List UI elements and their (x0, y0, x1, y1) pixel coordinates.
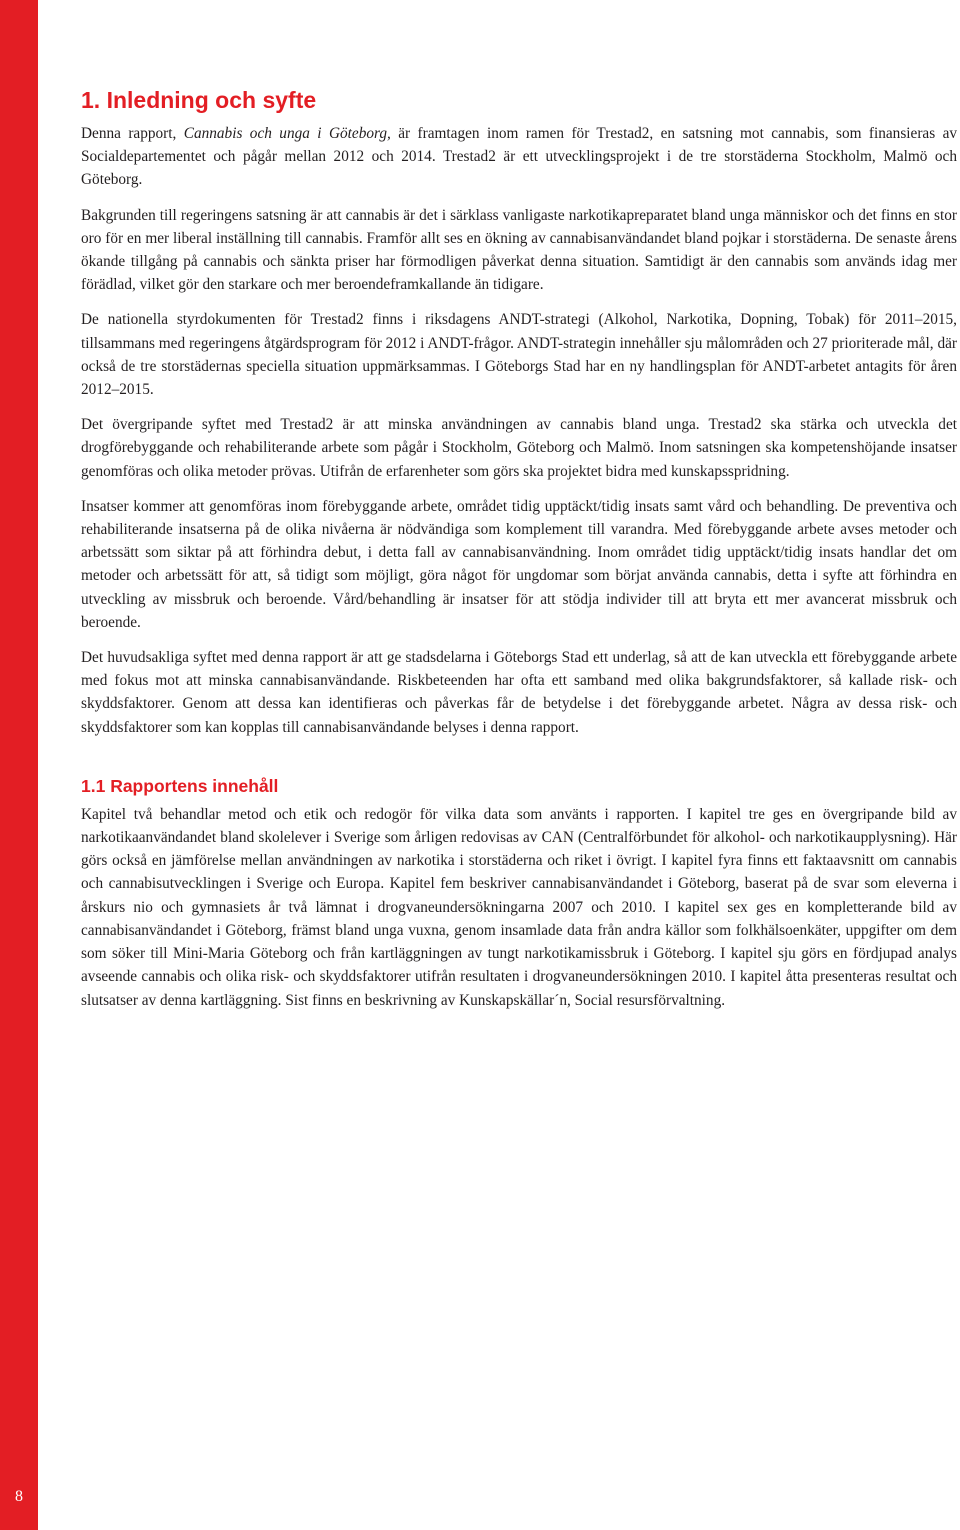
page-margin-bar (0, 0, 38, 1530)
paragraph-report-purpose: Det huvudsakliga syftet med denna rapport är att ge stadsdelarna i Göteborgs Stad ett underlag, så att de kan utveckla ett förebyggande arbete med fokus mot att minska cannabisanvändande. Riskbeteenden har ofta ett samband med olika bakgrundsfaktorer, så kallade risk- och skyddsfaktorer. Genom att dessa kan identifieras och påverkas får de betydelse i det förebyggande arbetet. Några av dessa risk- och skyddsfaktorer som kan kopplas till cannabisanvändande belyses i denna rapport. (81, 649, 957, 736)
paragraph-background: Bakgrunden till regeringens satsning är att cannabis är det i särklass vanligaste narkotikapreparatet bland unga människor och det finns en stor oro för en mer liberal inställning till cannabis. Framför allt ses en ökning av cannabisanvändandet bland pojkar i storstäderna. De senaste årens ökande tillgång på cannabis och sänkta priser har förmodligen påverkat denna situation. Samtidigt är den cannabis som används idag mer förädlad, vilket gör den starkare och mer beroendeframkallande än tidigare. (81, 206, 957, 294)
intro-text-a: Denna rapport, (81, 125, 184, 142)
paragraph-national-documents: De nationella styrdokumenten för Trestad2 finns i riksdagens ANDT-strategi (Alkohol, Narkotika, Dopning, Tobak) för 2011–2015, tillsammans med regeringens åtgärdsprogram för 2012 i ANDT-frågor. ANDT-strategin innehåller sju målområden och 27 prioriterade mål, där också de tre storstädernas speciella situation uppmärksammas. I Göteborgs Stad har en ny handlingsplan för ANDT-arbetet antagits för åren 2012–2015. (81, 311, 957, 399)
report-title: Cannabis och unga i Göteborg, (183, 125, 391, 142)
intro-text-b: är framtagen inom ramen för Trestad2, en satsning mot cannabis, som finansieras av Socialdepartementet och pågår mellan 2012 och 2014. Trestad2 är ett utvecklingsprojekt i de tre storstäderna Stockholm, Malmö och Göteborg. (81, 125, 958, 189)
paragraph-intro (81, 122, 957, 192)
subsection-heading: 1.1 Rapportens innehåll (81, 775, 279, 796)
section-heading: 1. Inledning och syfte (81, 87, 317, 113)
page-number: 8 (15, 1488, 23, 1505)
paragraph-interventions: Insatser kommer att genomföras inom förebyggande arbete, området tidig upptäckt/tidig insats samt vård och behandling. De preventiva och rehabiliterande insatserna på de olika nivåerna är nödvändiga som komplement till varandra. Med förebyggande arbete avses metoder och arbetssätt som siktar på att förhindra debut, i detta fall av cannabisanvändning. Inom området tidig upptäckt/tidig insats handlar det om metoder och arbetssätt för att, så tidigt som möjligt, göra något för ungdomar som börjat använda cannabis, detta i syfte att förhindra en utveckling av missbruk och beroende. Vård/behandling är insatser för att stödja individer till att bryta ett mer avancerat missbruk och beroende. (81, 497, 957, 631)
paragraph-overall-purpose: Det övergripande syftet med Trestad2 är att minska användningen av cannabis bland unga. Trestad2 ska stärka och utveckla det drogförebyggande och rehabiliterande arbete som pågår i Stockholm, Göteborg och Malmö. Inom satsningen ska kompetenshöjande insatser genomföras och olika metoder prövas. Utifrån de erfarenheter som görs ska projektet bidra med kunskapsspridning. (81, 416, 957, 480)
paragraph-report-contents: Kapitel två behandlar metod och etik och redogör för vilka data som använts i rapporten. I kapitel tre ges en övergripande bild av narkotikaanvändandet bland skolelever i Sverige som årligen redovisas av CAN (Centralförbundet för alkohol- och narkotikaupplysning). Här görs också en jämförelse mellan användningen av narkotika i storstäderna och riket i övrigt. I kapitel fyra finns ett faktaavsnitt om cannabis och cannabisutvecklingen i Sverige och Europa. Kapitel fem beskriver cannabisanvändandet i Göteborg, baserat på de svar som eleverna i årskurs nio och gymnasiets år två lämnat i drogvaneundersökningarna 2007 och 2010. I kapitel sex ges en kompletterande bild av cannabisanvändandet i Göteborg, främst bland unga vuxna, genom insamlade data från andra källor som folkhälsoenkäter, uppgifter om dem som söker till Mini-Maria Göteborg och från kartläggningen av tungt narkotikamissbruk i Göteborg. I kapitel sju görs en fördjupad analys avseende cannabis och olika risk- och skyddsfaktorer utifrån resultaten i drogvaneundersökningen 2010. I kapitel åtta presenteras resultat och slutsatser av denna kartläggning. Sist finns en beskrivning av Kunskapskällar´n, Social resursförvaltning. (81, 805, 957, 1009)
document-body (81, 82, 957, 1024)
